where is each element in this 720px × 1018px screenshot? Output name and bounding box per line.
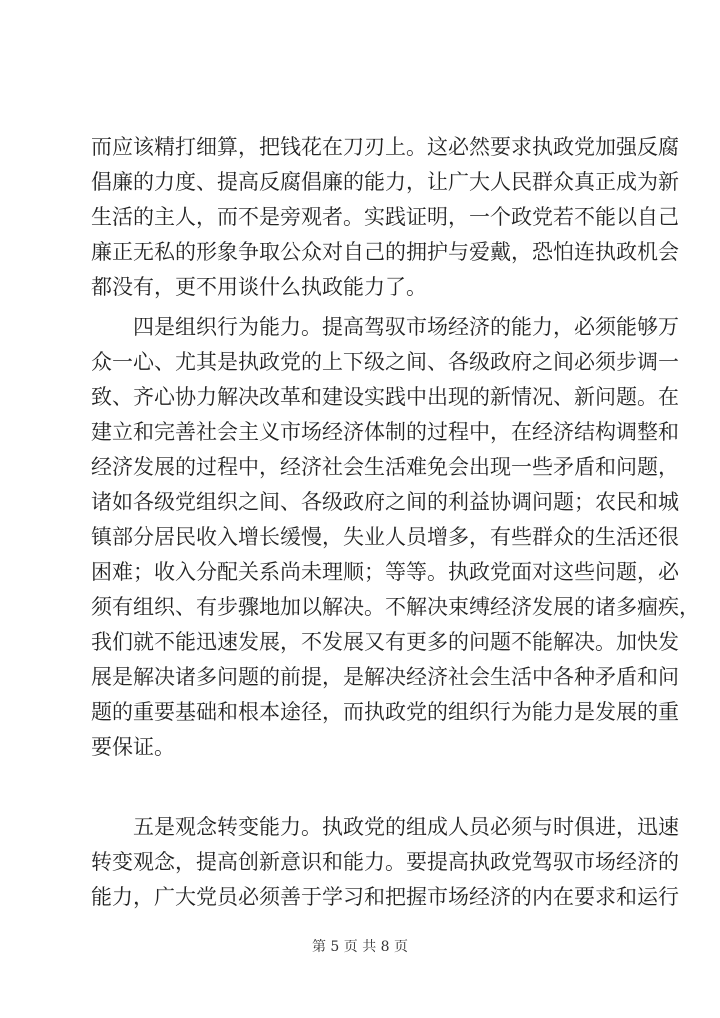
- text-line: 要保证。: [91, 735, 175, 759]
- text-line: 诸如各级党组织之间、各级政府之间的利益协调问题；农民和城: [91, 490, 679, 514]
- text-line: 致、齐心协力解决改革和建设实践中出现的新情况、新问题。在: [91, 385, 679, 409]
- text-line: 而应该精打细算，把钱花在刀刃上。这必然要求执政党加强反腐: [91, 135, 679, 159]
- text-line: 展是解决诸多问题的前提，是解决经济社会生活中各种矛盾和问: [91, 665, 679, 689]
- page-number: 第 5 页 共 8 页: [311, 939, 409, 955]
- text-line: 都没有，更不用谈什么执政能力了。: [91, 275, 427, 299]
- text-line: 我们就不能迅速发展，不发展又有更多的问题不能解决。加快发: [91, 630, 679, 654]
- text-line: 建立和完善社会主义市场经济体制的过程中，在经济结构调整和: [91, 420, 679, 444]
- paragraph-organizational-ability: [91, 310, 700, 765]
- text-line: 倡廉的力度、提高反腐倡廉的能力，让广大人民群众真正成为新: [91, 170, 679, 194]
- paragraph-concept-change: [91, 810, 679, 915]
- text-line: 镇部分居民收入增长缓慢，失业人员增多，有些群众的生活还很: [91, 525, 679, 549]
- text-line: 须有组织、有步骤地加以解决。不解决束缚经济发展的诸多痼疾，: [91, 595, 700, 619]
- text-line: 经济发展的过程中，经济社会生活难免会出现一些矛盾和问题，: [91, 455, 679, 479]
- text-line: 廉正无私的形象争取公众对自己的拥护与爱戴，恐怕连执政机会: [91, 240, 679, 264]
- text-line: 众一心、尤其是执政党的上下级之间、各级政府之间必须步调一: [91, 350, 679, 374]
- text-line: 困难；收入分配关系尚未理顺；等等。执政党面对这些问题，必: [91, 560, 679, 584]
- text-line: 五是观念转变能力。执政党的组成人员必须与时俱进，迅速: [133, 815, 679, 839]
- text-line: 生活的主人，而不是旁观者。实践证明，一个政党若不能以自己: [91, 205, 679, 229]
- text-line: 能力，广大党员必须善于学习和把握市场经济的内在要求和运行: [91, 885, 679, 909]
- text-line: 题的重要基础和根本途径，而执政党的组织行为能力是发展的重: [91, 700, 679, 724]
- text-line: 转变观念，提高创新意识和能力。要提高执政党驾驭市场经济的: [91, 850, 679, 874]
- text-line: 四是组织行为能力。提高驾驭市场经济的能力，必须能够万: [133, 315, 679, 339]
- paragraph-anti-corruption: [91, 130, 679, 305]
